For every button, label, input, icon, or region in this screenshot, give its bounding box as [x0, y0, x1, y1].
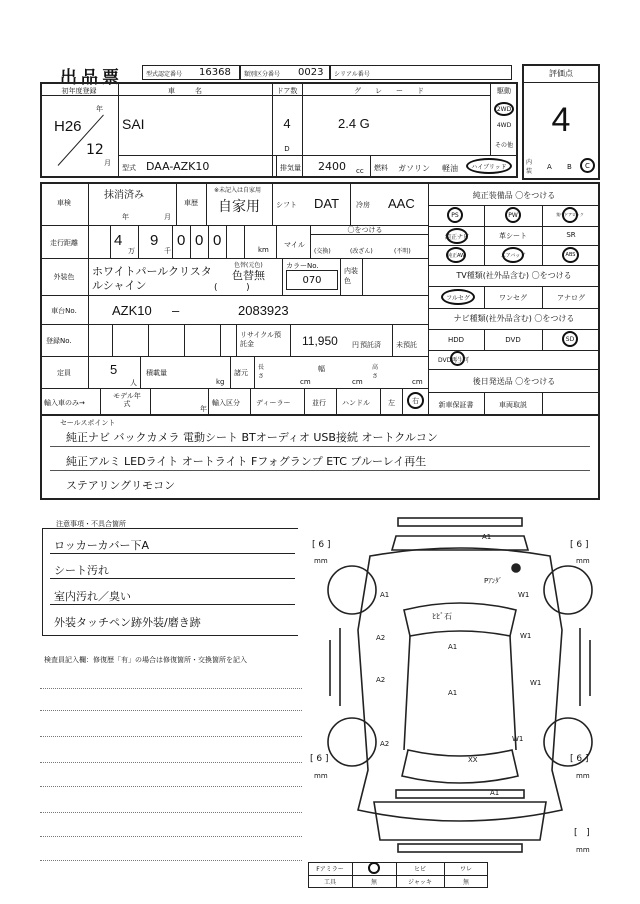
- diagram-mark-a1-fl-fender: A1: [380, 591, 390, 599]
- diagram-mark-a1-rear-roof: A1: [448, 689, 458, 697]
- tread-spare: [ ]: [574, 828, 590, 838]
- model-label: 型式: [122, 164, 136, 172]
- diagram-mark-xx-trunk: XX: [468, 756, 478, 764]
- tools-label: 工具: [323, 879, 336, 886]
- repaint-value: 色替無: [232, 269, 265, 282]
- mileage-km: km: [258, 246, 269, 254]
- tread-front-right: [ 6 ]: [570, 540, 589, 550]
- car-name-label: 車名: [168, 87, 222, 95]
- length-label: 長さ: [258, 364, 265, 380]
- mileage-mile[interactable]: マイル: [284, 241, 305, 249]
- first-reg-label: 初年度登録: [61, 87, 97, 95]
- wheel-rear-left: [328, 718, 376, 766]
- load-label: 積載量: [146, 369, 167, 377]
- mark-note: 〇をつける: [347, 226, 383, 234]
- sales-point-line-2: 純正アルミ LEDライト オートライト Fフォグランプ ETC ブルーレイ再生: [66, 455, 427, 468]
- windshield-shape: [404, 603, 516, 636]
- diagram-pillar-note: Pｱﾝﾀﾞ: [484, 577, 503, 585]
- model-year-label: モデル年式: [113, 392, 141, 408]
- model-year-unit: 年: [200, 405, 207, 413]
- equip-genuine-navi[interactable]: 純正ナビ: [446, 228, 468, 244]
- era-year: H26: [54, 118, 82, 135]
- note-item-2: シート汚れ: [54, 564, 109, 577]
- after-warranty[interactable]: 新車保証書: [438, 401, 474, 409]
- mileage-label: 走行距離: [50, 239, 78, 247]
- mileage-digit-3: 0: [177, 232, 186, 249]
- drive-4wd[interactable]: 4WD: [496, 122, 512, 129]
- class-number-value: 0023: [298, 67, 324, 78]
- mileage-altered[interactable]: (改ざん): [350, 248, 373, 255]
- after-title: 後日発送品 〇をつける: [472, 377, 556, 386]
- equipment-title: 純正装備品 〇をつける: [472, 191, 556, 200]
- tv-analog[interactable]: アナログ: [557, 294, 585, 302]
- rocker-lines: [330, 628, 590, 706]
- chassis-model: AZK10: [112, 303, 152, 318]
- equip-sunroof[interactable]: SR: [566, 231, 576, 239]
- inspection-year-unit: 年: [122, 213, 129, 221]
- tread-spare-unit: mm: [576, 846, 590, 854]
- mileage-man: 万: [128, 247, 135, 255]
- fuel-label: 燃料: [374, 164, 388, 172]
- repaint-paren: ( ): [214, 283, 250, 293]
- drive-label: 駆動: [497, 87, 511, 95]
- chassis-number: 2083923: [238, 303, 289, 318]
- navi-dvd-playback[interactable]: DVD再生可: [438, 357, 470, 364]
- repaint-label: 色替(元色): [234, 262, 263, 269]
- recycle-not-deposited[interactable]: 未預託: [396, 341, 417, 349]
- rear-bumper-shape: [398, 844, 522, 852]
- equip-leather-seat[interactable]: 革シート: [499, 232, 527, 240]
- color-no-label: カラーNo.: [286, 262, 319, 270]
- dims-label: 諸元: [234, 369, 248, 377]
- length-cm: cm: [300, 378, 311, 386]
- reg-number-value: 16368: [199, 67, 231, 78]
- year-unit: 年: [96, 105, 103, 113]
- aircon-label: 冷房: [356, 201, 370, 209]
- reg-number-label: 型式認定番号: [146, 71, 183, 78]
- interior-grade-b[interactable]: B: [567, 163, 572, 171]
- diagram-mark-w1-rr-door: W1: [530, 679, 542, 687]
- capacity-label: 定員: [57, 369, 71, 377]
- diagram-mark-a2-rl-door: A2: [376, 676, 386, 684]
- cabin-sides: [404, 636, 516, 750]
- sales-points-title: セールスポイント: [60, 419, 116, 427]
- equip-ps[interactable]: PS: [447, 207, 463, 223]
- dvd-playback-mark: [450, 351, 465, 366]
- recycle-unit: 円: [352, 341, 359, 349]
- shift-value: DAT: [314, 196, 340, 211]
- equip-pw[interactable]: PW: [505, 207, 521, 223]
- diagram-mark-a2-rl-fender: A2: [380, 740, 390, 748]
- mileage-exchanged[interactable]: (交換): [314, 248, 331, 255]
- handle-right[interactable]: 右: [407, 392, 424, 409]
- tools-value: 無: [370, 879, 377, 886]
- class-number-label: 類別区分番号: [244, 71, 281, 78]
- score-value: 4: [551, 100, 571, 139]
- interior-color-label: 内装色: [344, 267, 358, 285]
- fuel-gasoline[interactable]: ガソリン: [398, 164, 430, 173]
- tread-front-left-unit: mm: [314, 557, 328, 565]
- diagram-mark-a2-fl-door: A2: [376, 634, 386, 642]
- wheel-front-right: [544, 566, 592, 614]
- recycle-deposited[interactable]: 預託済: [360, 341, 381, 349]
- import-dealer[interactable]: ディーラー: [256, 399, 291, 407]
- width-cm: cm: [352, 378, 363, 386]
- grade-value: 2.4 G: [338, 116, 370, 131]
- aircon-value: AAC: [388, 196, 415, 211]
- note-item-3: 室内汚れ／臭い: [54, 590, 131, 603]
- tread-rear-right: [ 6 ]: [570, 754, 589, 764]
- person-unit: 人: [130, 379, 137, 387]
- interior-grade-c[interactable]: C: [580, 158, 595, 173]
- diagram-mark-a1-rear: A1: [490, 789, 500, 797]
- diagram-mark-chip-hood: ﾋﾋﾞ石: [432, 612, 452, 621]
- note-item-4: 外装タッチペン跡外装/磨き跡: [54, 616, 201, 629]
- tread-rear-left-unit: mm: [314, 772, 328, 780]
- navi-title: ナビ種類(社外品含む) 〇をつける: [453, 314, 575, 323]
- color-no-value: 070: [286, 270, 338, 290]
- antenna-dot: [512, 564, 520, 572]
- shift-label: シフト: [276, 201, 297, 209]
- tv-title: TV種類(社外品含む) 〇をつける: [456, 271, 572, 280]
- navi-dvd[interactable]: DVD: [505, 336, 521, 344]
- mileage-digit-2: 9: [150, 232, 159, 249]
- fuel-light-oil[interactable]: 軽油: [442, 164, 458, 173]
- doors-label: ドア数: [276, 87, 298, 95]
- inspection-label: 車検: [57, 199, 71, 207]
- history-value: 自家用: [218, 199, 260, 215]
- car-damage-diagram: [300, 510, 620, 870]
- jack-label: ジャッキ: [408, 879, 432, 886]
- capacity-value: 5: [110, 362, 118, 377]
- doors-value: 4: [283, 116, 291, 131]
- inspection-month-unit: 月: [164, 213, 171, 221]
- import-category-label: 輸入区分: [212, 399, 240, 407]
- drive-2wd[interactable]: 2WD: [494, 102, 514, 116]
- drive-other[interactable]: その他: [494, 142, 513, 149]
- inspector-title: 検査員記入欄：修復歴「有」の場合は修復箇所・交換箇所を記入: [44, 656, 247, 664]
- serial-number-label: シリアル番号: [334, 71, 370, 78]
- rear-panel-shape: [396, 790, 524, 798]
- navi-hdd[interactable]: HDD: [447, 336, 465, 344]
- equip-central-lock[interactable]: 集中ドアロック: [562, 207, 578, 223]
- displacement-value: 2400: [318, 160, 346, 173]
- history-note: ※未記入は自家用: [214, 187, 262, 194]
- diagram-mark-a1-front: A1: [482, 533, 492, 541]
- reg-month: 12: [86, 142, 104, 158]
- sales-point-line-1: 純正ナビ バックカメラ 電動シート BTオーディオ USB接続 オートクルコン: [66, 431, 438, 444]
- grade-label: グレード: [354, 87, 438, 95]
- sales-point-line-3: ステアリングリモコン: [66, 479, 176, 492]
- diagram-mark-w1-fr-door: W1: [520, 632, 532, 640]
- score-label: 評価点: [549, 69, 573, 78]
- exterior-color: ホワイトパールクリスタルシャイン: [92, 265, 212, 292]
- after-manual[interactable]: 車両取説: [499, 401, 527, 409]
- tread-front-left: [ 6 ]: [312, 540, 331, 550]
- tread-front-right-unit: mm: [576, 557, 590, 565]
- tread-rear-right-unit: mm: [576, 772, 590, 780]
- diagram-mark-w1-fr-fender: W1: [518, 591, 530, 599]
- mileage-unknown[interactable]: (不明): [394, 248, 411, 255]
- import-parallel[interactable]: 並行: [312, 399, 326, 407]
- tv-fullseg[interactable]: フルセグ: [441, 289, 475, 305]
- color-label: 外装色: [53, 273, 75, 281]
- model-value: DAA-AZK10: [146, 160, 210, 173]
- break-label: ワレ: [459, 866, 472, 873]
- tread-rear-left: [ 6 ]: [310, 754, 329, 764]
- chassis-dash: –: [172, 303, 180, 318]
- rear-window-shape: [402, 750, 518, 783]
- recycle-value: 11,950: [302, 334, 338, 348]
- displacement-label: 排気量: [280, 164, 301, 172]
- import-label: 輸入車のみ→: [44, 399, 85, 407]
- chassis-label: 車台No.: [51, 307, 77, 315]
- regno-label: 登録No.: [46, 337, 72, 345]
- wheel-front-left: [328, 566, 376, 614]
- mileage-digit-5: 0: [213, 232, 222, 249]
- interior-grade-a[interactable]: A: [547, 163, 552, 171]
- crack-label: ヒビ: [413, 866, 426, 873]
- inspection-status: 抹消済み: [104, 190, 144, 201]
- mirror-mark[interactable]: [368, 862, 380, 874]
- car-name: SAI: [122, 116, 145, 132]
- handle-label: ハンドル: [342, 399, 370, 407]
- handle-left[interactable]: 左: [388, 399, 395, 407]
- jack-value: 無: [462, 879, 469, 886]
- interior-label: 内装: [526, 159, 533, 175]
- equip-airbag[interactable]: エアバッグ: [502, 247, 524, 263]
- doors-unit: D: [284, 145, 290, 153]
- history-label: 車歴: [184, 199, 198, 207]
- diagram-mark-a1-roof: A1: [448, 643, 458, 651]
- height-cm: cm: [412, 378, 423, 386]
- recycle-label: リサイクル預託金: [240, 331, 282, 348]
- equip-abs[interactable]: ABS: [562, 247, 579, 263]
- front-bumper-shape: [398, 518, 522, 526]
- mileage-digit-4: 0: [195, 232, 204, 249]
- mileage-sen: 千: [164, 247, 171, 255]
- cc-unit: cc: [356, 167, 364, 175]
- month-unit: 月: [104, 159, 111, 167]
- diagram-mark-w1-rr-fender: W1: [512, 735, 524, 743]
- mileage-digit-1: 4: [114, 232, 123, 249]
- equip-genuine-aw[interactable]: 純正AW: [446, 247, 466, 263]
- height-label: 高さ: [372, 364, 379, 380]
- notes-title: 注意事項・不具合箇所: [56, 520, 126, 528]
- kg-unit: kg: [216, 378, 225, 386]
- mirror-label: Fアミラー: [316, 866, 344, 873]
- navi-sd[interactable]: SD: [562, 331, 578, 347]
- fuel-hybrid[interactable]: ハイブリッド: [466, 158, 512, 174]
- width-label: 幅: [318, 365, 325, 373]
- sheet-title: 出品票: [60, 68, 123, 88]
- tv-oneseg[interactable]: ワンセグ: [499, 294, 527, 302]
- note-item-1: ロッカーカバー下A: [54, 539, 150, 552]
